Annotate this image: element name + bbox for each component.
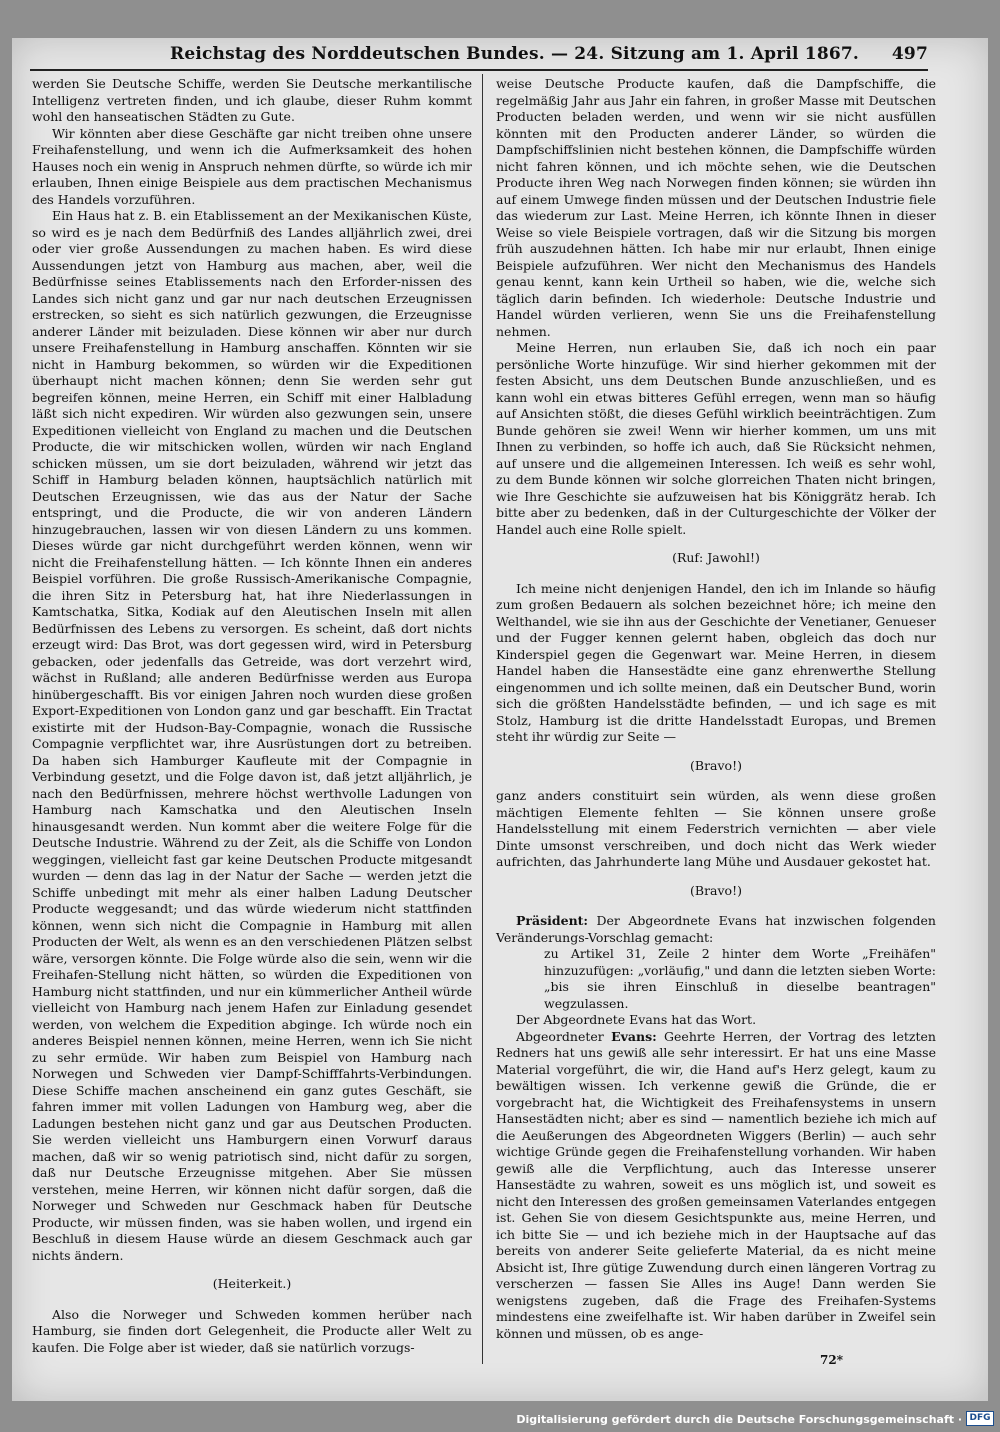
interjection: (Heiterkeit.): [212, 1276, 292, 1291]
paragraph: Ein Haus hat z. B. ein Etablissement an der Mexikanischen Küste, so wird es je nach dem Bedürfniß des Landes alljährlich zwei, drei oder vier große Aussendungen zu machen haben. Es wird diese Aussendungen jetzt von Hamburg aus machen, aber, weil die Bedürfnisse seines Etablissements nach den Erforder-nissen des Landes sich nicht ganz und gar nur nach deutschen Erzeugnissen erstrecken, so sieht es sich natürlich gezwungen, die Erzeugnisse anderer Länder mit beizuladen. Diese können wir aber nur durch unsere Freihafenstellung in Hamburg anschaffen. Könnten wir sie nicht in Hamburg bekommen, so würden wir die Expeditionen überhaupt nicht machen können; denn Sie werden sehr gut begreifen können, meine Herren, ein Schiff mit einer Halbladung läßt sich nicht expediren. Wir würden also gezwungen sein, unsere Expeditionen vielleicht von England zu machen und die Deutschen Producte, die wir mitschicken wollen, würden wir nach England schicken müssen, um sie dort beizuladen, während wir jetzt das Schiff in Hamburg beladen können, hauptsächlich natürlich mit Deutschen Erzeugnissen, wie das aus der Natur der Sache entspringt, und die Producte, die wir von anderen Ländern hinzugebrauchen, lassen wir von diesen Ländern zu uns kommen. Dieses würde gar nicht durchgeführt werden können, wenn wir nicht die Freihafenstellung hätten. — Ich könnte Ihnen ein anderes Beispiel vorführen. Die große Russisch-Amerikanische Compagnie, die ihren Sitz in Petersburg hat, hat ihre Niederlassungen in Kamtschatka, Sitka, Kodiak auf den Aleutischen Inseln mit allen Bedürfnissen des Lebens zu versorgen. Es scheint, daß dort nichts erzeugt wird: Das Brot, was dort gegessen wird, wird in Petersburg gebacken, oder jedenfalls das Getreide, was dort verzehrt wird, wächst in Rußland; alle anderen Bedürfnisse werden aus Europa hinübergeschafft. Bis vor einigen Jahren noch wurden diese großen Export-Expeditionen von London ganz und gar beschafft. Ein Tractat existirte mit der Hudson-Bay-Compagnie, wonach die Russische Compagnie verpflichtet war, ihre Ausrüstungen dort zu betreiben. Da haben sich Hamburger Kaufleute mit der Compagnie in Verbindung gesetzt, und die Folge davon ist, daß jetzt alljährlich, je nach den Bedürfnissen, mehrere höchst werthvolle Ladungen von Hamburg nach Kamschatka und den Aleutischen Inseln hinausgesandt werden. Nun kommt aber die weitere Folge für die Deutsche Industrie. Während zu der Zeit, als die Schiffe von London weggingen, vielleicht fast gar keine Deutschen Producte mitgesandt wurden — denn das lag in der Natur der Sache — werden jetzt die Schiffe unbedingt mit mehr als einer halben Ladung Deutscher Producte weggesandt; und das würde wiederum nicht stattfinden können, wenn sich nicht die Compagnie in Hamburg mit allen Producten der Welt, als wenn es an den verschiedenen Plätzen selbst wäre, versorgen könnte. Die Folge würde also die sein, wenn wir die Freihafen-Stellung nicht hätten, so würden die Expeditionen von Hamburg nicht stattfinden, und nur ein kümmerlicher Antheil würde vielleicht von Hamburg nach jenem Hafen zur Einladung gesendet werden, von welchem die Expedition abginge. Ich würde noch ein anderes Beispiel nennen können, meine Herren, wenn ich Sie nicht zu sehr ermüde. Wir haben zum Beispiel von Hamburg nach Norwegen und Schweden vier Dampf-Schifffahrts-Verbindungen. Diese Schiffe machen anscheinend ein ganz gutes Geschäft, sie fahren immer mit vollen Ladungen von Hamburg weg, aber die Ladungen bestehen nicht ganz und gar aus Deutschen Producten. Sie werden vielleicht uns Hamburgern einen Vorwurf daraus machen, daß wir so wenig patriotisch sind, nicht dafür zu sorgen, daß nur Deutsche Erzeugnisse mitgehen. Aber Sie müssen verstehen, meine Herren, wir können nicht dafür sorgen, daß die Norweger und Schweden nur Geschmack haben für Deutsche Producte, wir müssen finden, was sie haben wollen, und irgend ein Beschluß in diesem Hause würde an diesem Geschmack auch gar nichts ändern.: [32, 208, 472, 1263]
amendment-text: zu Artikel 31, Zeile 2 hinter dem Worte „Freihäfen" hinzuzufügen: „vorläufig," und dann die letzten sieben Worte: „bis sie ihren Einschluß in dieselbe beantragen" wegzulassen.: [544, 946, 936, 1011]
header-rule: [30, 69, 928, 71]
signature-mark: 72*: [820, 1353, 843, 1367]
paragraph: ganz anders constituirt sein würden, als wenn diese großen mächtigen Elemente fehlten — Sie können unsere große Handelsstellung mit einem Federstrich vernichten — aber viele Dinte umsonst verschreiben, und doch nicht das Werk wieder aufrichten, das Jahrhunderte lang Mühe und Ausdauer gekostet hat.: [496, 788, 936, 869]
paragraph: Der Abgeordnete Evans hat das Wort.: [516, 1012, 757, 1027]
footer-credit: Digitalisierung gefördert durch die Deutsche Forschungsgemeinschaft ·: [516, 1413, 962, 1426]
paragraph: Also die Norweger und Schweden kommen herüber nach Hamburg, sie finden dort Gelegenheit, die Producte aller Welt zu kaufen. Die Folge aber ist wieder, daß sie natürlich vorzugs-: [32, 1306, 472, 1355]
page-header: [170, 44, 928, 64]
speaker-name: Präsident:: [516, 913, 589, 928]
footer-bar: [0, 1405, 1000, 1432]
paragraph: Meine Herren, nun erlauben Sie, daß ich noch ein paar persönliche Worte hinzufüge. Wir sind hierher gekommen mit der festen Absicht, uns dem Deutschen Bunde anzuschließen, und es kann wohl ein etwas bitteres Gefühl erregen, wenn man so häufig auf Ansichten stößt, die dieses Gefühl wirklich beeinträchtigen. Zum Bunde gehören sie zwei! Wenn wir hierher kommen, um uns mit Ihnen zu verbinden, so hoffe ich auch, daß Sie Rücksicht nehmen, auf unsere und die allgemeinen Interessen. Ich weiß es sehr wohl, zu dem Bunde können wir solche glorreichen Thaten nicht bringen, wie Ihre Geschichte sie aufzuweisen hat bis Königgrätz herab. Ich bitte aber zu bedenken, daß in der Culturgeschichte der Völker der Handel auch eine Rolle spielt.: [496, 340, 936, 537]
speech-text: Der Abgeordnete Evans hat inzwischen folgenden Veränderungs-Vorschlag gemacht:: [496, 913, 936, 945]
speech-paragraph: [496, 913, 936, 946]
left-column: [32, 76, 472, 1356]
paragraph: werden Sie Deutsche Schiffe, werden Sie Deutsche merkantilische Intelligenz vertreten finden, und ich glaube, dieser Ruhm kommt wohl den hanseatischen Städten zu Gute.: [32, 76, 472, 124]
speech-text: Geehrte Herren, der Vortrag des letzten Redners hat uns gewiß alle sehr interessirt. Er hat uns eine Masse Material vorgeführt, die wir, die Hand auf's Herz gelegt, kaum zu bewältigen wissen. Ich verkenne gewiß die Gründe, die er vorgebracht hat, die Wichtigkeit des Freihafensystems in unsern Hansestädten nicht; aber es sind — namentlich beziehe ich mich auf die Aeußerungen des Abgeordneten Wiggers (Berlin) — auch sehr wichtige Gründe gegen die Freihafenstellung vorhanden. Wir haben gewiß alle die Verpflichtung, auch das Interesse unserer Hansestädte zu wahren, soweit es uns möglich ist, und soweit es nicht den Interessen des großen gemeinsamen Vaterlandes entgegen ist. Gehen Sie von diesem Gesichtspunkte aus, meine Herren, und ich bitte Sie — und ich beziehe mich in der Hauptsache auf das bereits von anderer Seite gelieferte Material, da es nicht meine Absicht ist, Ihre gütige Zuwendung durch einen längeren Vortrag zu verscherzen — fassen Sie Alles ins Auge! Dann werden Sie wenigstens zugeben, daß die Frage des Freihafen-Systems mindestens eine zweifelhafte ist. Wir haben darüber in Zweifel sein können und müssen, ob es ange-: [496, 1028, 936, 1341]
page-number: 497: [891, 44, 928, 64]
column-divider: [482, 74, 483, 1364]
paragraph: Wir könnten aber diese Geschäfte gar nicht treiben ohne unsere Freihafenstellung, und wenn ich die Aufmerksamkeit des hohen Hauses noch ein wenig in Anspruch nehmen dürfte, so würde ich mir erlauben, Ihnen einige Beispiele aus dem practischen Mechanismus des Handels vorzuführen.: [32, 125, 472, 207]
dfg-logo: DFG: [966, 1411, 994, 1426]
page-title: Reichstag des Norddeutschen Bundes. — 24. Sitzung am 1. April 1867.: [170, 44, 860, 64]
right-column: [496, 76, 936, 1342]
speech-paragraph: [496, 1029, 936, 1343]
interjection: (Bravo!): [690, 882, 742, 898]
paragraph: weise Deutsche Producte kaufen, daß die Dampfschiffe, die regelmäßig Jahr aus Jahr ein fahren, in großer Masse mit Deutschen Producten beladen werden, und wenn wir sie nicht ausfüllen könnten mit den Producten anderer Länder, so würden die Dampfschiffslinien nicht bestehen können, die Dampfschiffe würden nicht fahren können, und ich möchte sehen, wie die Deutschen Producte ihren Weg nach Norwegen finden können; sie würden ihn auf einem Umwege finden müssen und der Deutschen Industrie fiele das wiederum zur Last. Meine Herren, ich könnte Ihnen in dieser Weise so viele Beispiele vortragen, daß wir die Sitzung bis morgen früh auszudehnen hätten. Ich habe mir nur erlaubt, Ihnen einige Beispiele aufzuführen. Wer nicht den Mechanismus des Handels genau kennt, kann kein Urtheil so haben, wie die, welche sich täglich darin befinden. Ich wiederhole: Deutsche Industrie und Handel würden verlieren, wenn Sie uns die Freihafenstellung nehmen.: [496, 76, 936, 339]
interjection: (Ruf: Jawohl!): [672, 550, 760, 565]
interjection: (Bravo!): [690, 757, 742, 773]
paragraph: Ich meine nicht denjenigen Handel, den ich im Inlande so häufig zum großen Bedauern als solchen bezeichnet höre; ich meine den Welthandel, wie sie ihn aus der Geschichte der Venetianer, Genueser und der Fugger kennen gelernt haben, obgleich das doch nur Kinderspiel gegen die Gegenwart war. Meine Herren, in diesem Handel haben die Hansestädte eine ganz ehrenwerthe Stellung eingenommen und ich sollte meinen, daß ein Deutscher Bund, worin sich die größten Handelsstädte befinden, — und ich sage es mit Stolz, Hamburg ist die dritte Handelsstadt Europas, und Bremen steht ihr würdig zur Seite —: [496, 580, 936, 744]
speaker-prefix: Abgeordneter: [516, 1028, 604, 1044]
speaker-name: Evans:: [611, 1028, 657, 1044]
